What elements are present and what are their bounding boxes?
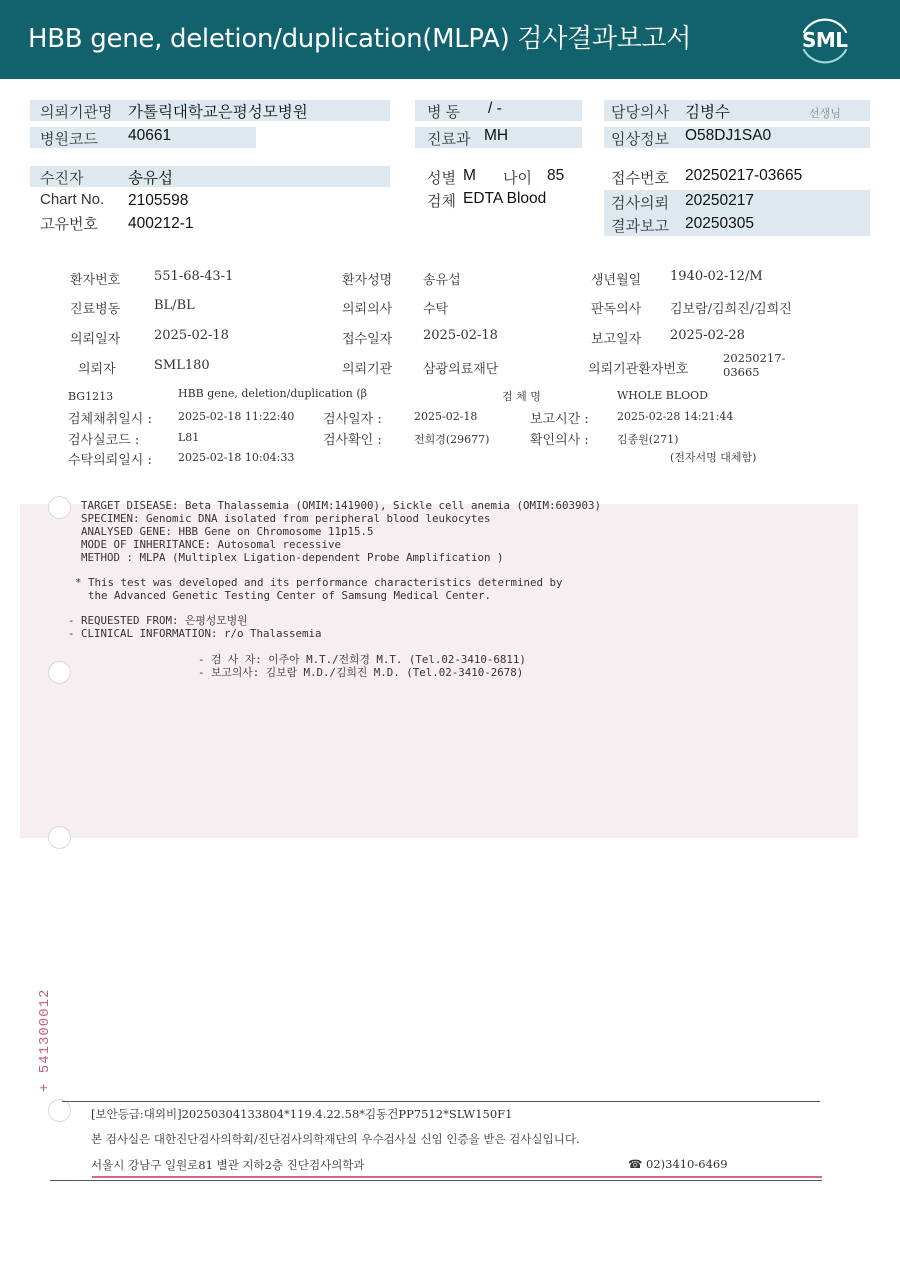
hospital-code-label: 병원코드 (40, 131, 98, 148)
collect-value: 2025-02-18 11:22:40 (178, 410, 295, 423)
test-request-value: 20250217 (685, 192, 754, 209)
table-label: 의뢰기관 (342, 362, 393, 377)
footer-top-rule (62, 1101, 820, 1102)
sex-value: M (463, 167, 476, 184)
punch-hole (48, 1099, 71, 1122)
report-title: HBB gene, deletion/duplication(MLPA) 검사결과보고서 (28, 24, 692, 54)
specimen-value: EDTA Blood (463, 190, 547, 207)
sex-label: 성별 (427, 170, 456, 187)
phone-line: ☎ 02)3410-6469 (628, 1157, 728, 1171)
contract-label: 수탁의뢰일시 : (68, 453, 152, 468)
test-date-value: 2025-02-18 (414, 410, 478, 423)
table-value: 2025-02-28 (670, 328, 745, 343)
table-label: 의뢰의사 (342, 302, 393, 317)
chart-no-value: 2105598 (128, 192, 189, 209)
test-code: BG1213 (68, 390, 114, 403)
e-signature-note: (전자서명 대체함) (670, 451, 757, 464)
table-label: 환자성명 (342, 273, 393, 288)
test-specimen-value: WHOLE BLOOD (617, 389, 708, 402)
security-line: [보안등급:대외비]20250304133804*119.4.22.58*김동건PP7512*SLW150F1 (91, 1107, 513, 1121)
specimen-label: 검체 (427, 193, 456, 210)
report-note-line: the Advanced Genetic Testing Center of Samsung Medical Center. (75, 589, 492, 602)
report-line-inheritance: MODE OF INHERITANCE: Autosomal recessive (81, 538, 342, 551)
logo-text: SML (802, 28, 848, 52)
table-value: 김보람/김희진/김희진 (670, 302, 792, 317)
table-value: BL/BL (154, 298, 195, 313)
requesting-org-label: 의뢰기관명 (40, 104, 113, 121)
table-value: SML180 (154, 358, 210, 373)
certification-line: 본 검사실은 대한진단검사의학회/진단검사의학재단의 우수검사실 신임 인증을 받은 검사실입니다. (91, 1132, 580, 1146)
room-code-value: L81 (178, 431, 200, 444)
patient-value: 송유섭 (128, 170, 173, 187)
age-label: 나이 (503, 170, 532, 187)
ward-value: / - (488, 100, 502, 117)
unique-no-value: 400212-1 (128, 215, 194, 232)
report-time-label: 보고시간 : (530, 412, 589, 427)
punch-hole (48, 496, 71, 519)
table-value: 551-68-43-1 (154, 269, 234, 284)
requested-from: - REQUESTED FROM: 은평성모병원 (68, 614, 248, 627)
table-label: 생년월일 (591, 273, 642, 288)
patient-label: 수진자 (40, 170, 84, 187)
clinical-info-label: 임상정보 (611, 131, 669, 148)
test-date-label: 검사일자 : (323, 412, 382, 427)
result-report-label: 결과보고 (611, 218, 669, 235)
side-serial-code: + 541300012 (37, 988, 53, 1092)
requesting-org-value: 가톨릭대학교은평성모병원 (128, 104, 308, 121)
punch-hole (48, 661, 71, 684)
clinical-info-value: O58DJ1SA0 (685, 127, 772, 144)
doctor-label: 담당의사 (611, 104, 669, 121)
test-confirm-value: 전희경(29677) (414, 433, 490, 446)
hospital-code-value: 40661 (128, 127, 172, 144)
receipt-no-label: 접수번호 (611, 170, 669, 187)
report-note-line: * This test was developed and its performance characteristics determined by (75, 576, 563, 589)
test-specimen-label: 검 체 명 (502, 390, 541, 403)
table-value: 2025-02-18 (423, 328, 498, 343)
result-report-value: 20250305 (685, 215, 754, 232)
ward-label: 병 동 (427, 104, 461, 121)
table-label: 환자번호 (70, 273, 121, 288)
doctor-value: 김병수 (685, 104, 730, 121)
department-label: 진료과 (427, 131, 471, 148)
punch-hole (48, 826, 71, 849)
receipt-no-value: 20250217-03665 (685, 167, 803, 184)
age-value: 85 (547, 167, 565, 184)
address-line: 서울시 강남구 일원로81 별관 지하2층 진단검사의학과 (91, 1158, 365, 1172)
test-request-label: 검사의뢰 (611, 195, 669, 212)
confirm-doctor-value: 김종원(271) (617, 433, 679, 446)
table-value: 수탁 (423, 302, 449, 317)
contract-value: 2025-02-18 10:04:33 (178, 451, 295, 464)
table-label: 의뢰기관환자번호 (588, 362, 689, 377)
table-value: 삼광의료재단 (423, 362, 499, 377)
reporter-line: - 보고의사: 김보람 M.D./김희진 M.D. (Tel.02-3410-2678) (198, 666, 524, 679)
table-value: 송유섭 (423, 273, 461, 288)
footer-bottom-rule (50, 1180, 822, 1181)
table-label: 진료병동 (70, 302, 121, 317)
table-label: 보고일자 (591, 332, 642, 347)
department-value: MH (484, 127, 509, 144)
chart-no-label: Chart No. (40, 191, 105, 208)
sml-logo (794, 12, 856, 66)
table-value: 2025-02-18 (154, 328, 229, 343)
unique-no-label: 고유번호 (40, 216, 98, 233)
report-line-gene: ANALYSED GENE: HBB Gene on Chromosome 11p15.5 (81, 525, 374, 538)
report-header (0, 0, 900, 79)
table-label: 접수일자 (342, 332, 393, 347)
test-name: HBB gene, deletion/duplication (β (178, 387, 368, 400)
report-time-value: 2025-02-28 14:21:44 (617, 410, 734, 423)
confirm-doctor-label: 확인의사 : (530, 433, 589, 448)
tester-line: - 검 사 자: 이주아 M.T./전희경 M.T. (Tel.02-3410-6811) (198, 653, 526, 666)
footer-pink-rule (92, 1176, 822, 1178)
doctor-suffix: 선생님 (809, 108, 841, 120)
table-label: 의뢰자 (78, 362, 116, 377)
room-code-label: 검사실코드 : (68, 433, 140, 448)
table-value: 1940-02-12/M (670, 269, 763, 284)
table-label: 판독의사 (591, 302, 642, 317)
test-confirm-label: 검사확인 : (323, 433, 382, 448)
collect-label: 검체채취일시 : (68, 412, 152, 427)
report-line-target-disease: TARGET DISEASE: Beta Thalassemia (OMIM:141900), Sickle cell anemia (OMIM:603903) (81, 499, 602, 512)
report-line-method: METHOD : MLPA (Multiplex Ligation-dependent Probe Amplification ) (81, 551, 504, 564)
report-line-specimen: SPECIMEN: Genomic DNA isolated from peripheral blood leukocytes (81, 512, 491, 525)
table-value: 20250217- 03665 (723, 351, 786, 379)
table-label: 의뢰일자 (70, 332, 121, 347)
clinical-information: - CLINICAL INFORMATION: r/o Thalassemia (68, 627, 322, 640)
patient-bar (30, 166, 390, 187)
